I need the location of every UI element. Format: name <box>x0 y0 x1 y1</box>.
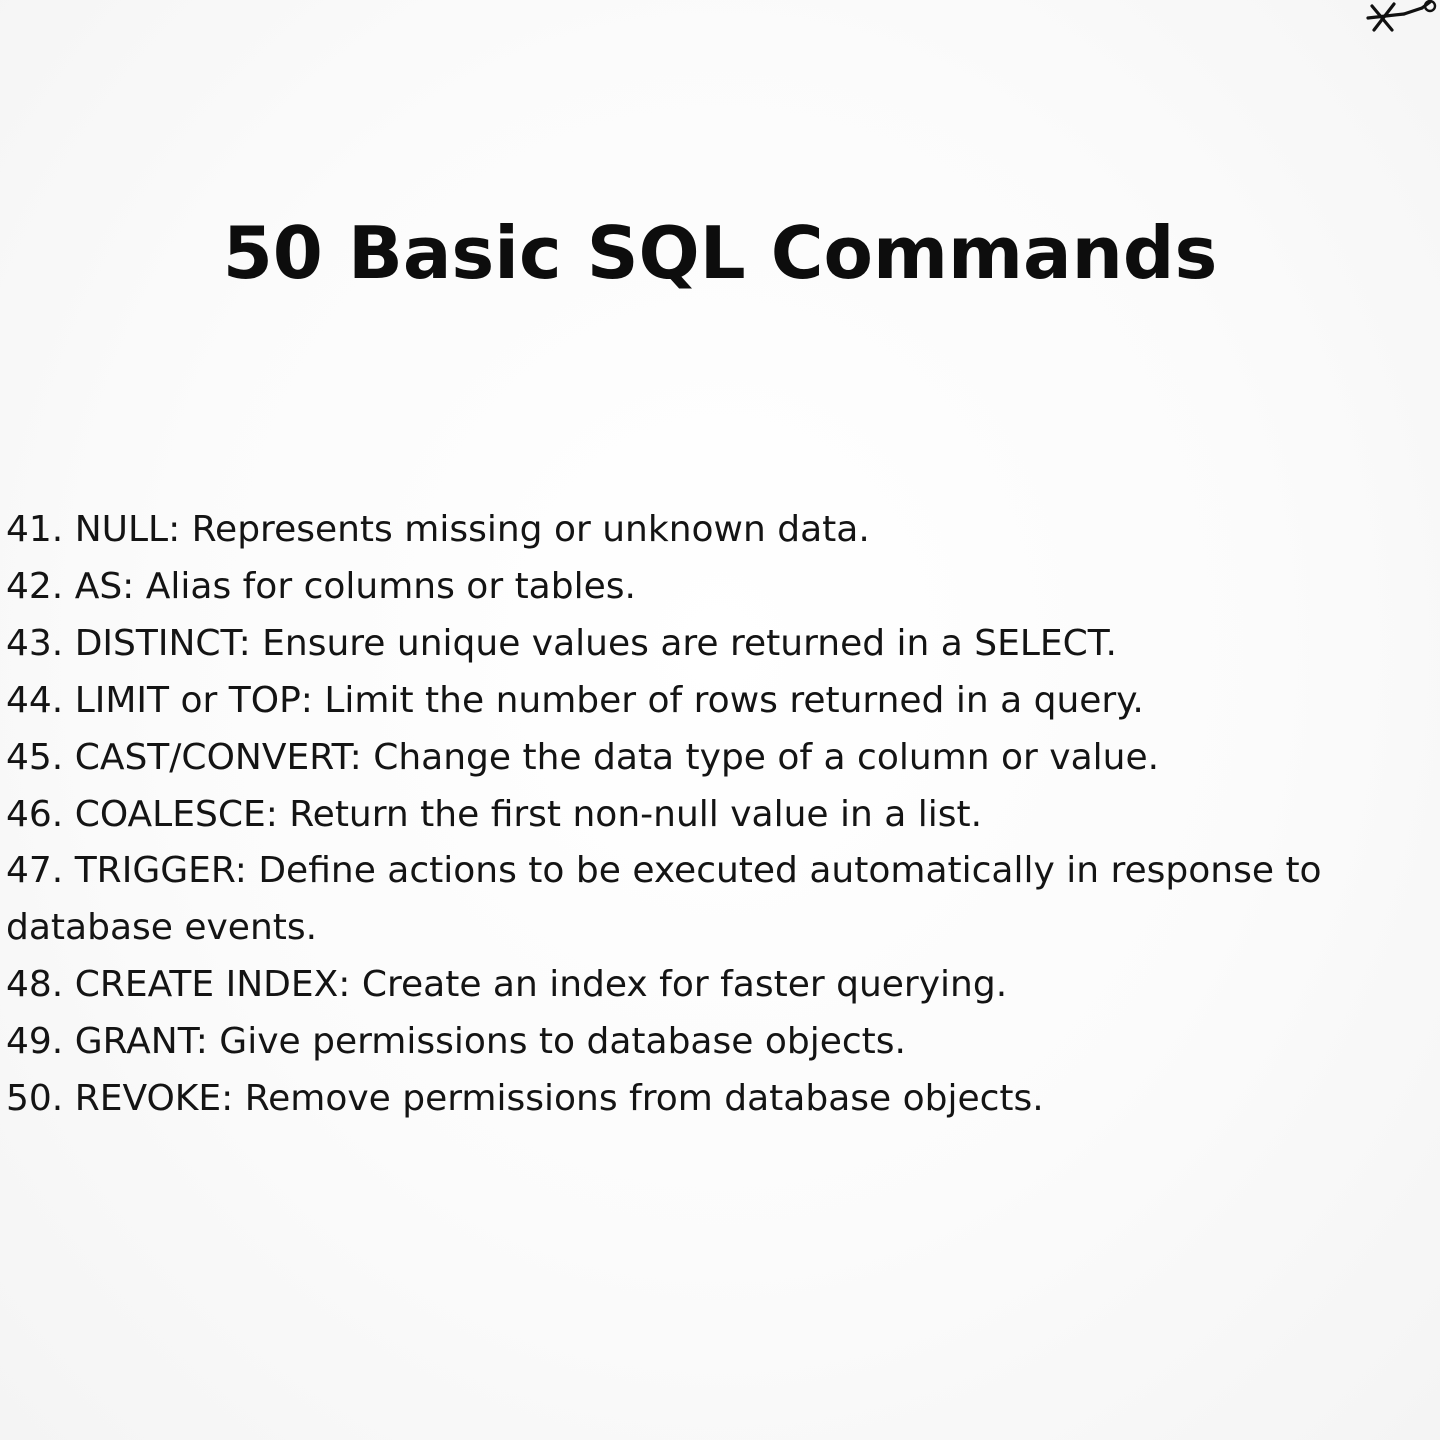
page-title: 50 Basic SQL Commands <box>222 211 1218 295</box>
command-list <box>6 502 1426 1128</box>
doodle-star-icon <box>1364 0 1440 40</box>
list-item-47: 47. TRIGGER: Define actions to be executed automatically in response to database events. <box>6 850 1322 949</box>
list-item-49: 49. GRANT: Give permissions to database objects. <box>6 1021 906 1063</box>
list-item-50: 50. REVOKE: Remove permissions from database objects. <box>6 1078 1044 1120</box>
list-item-45: 45. CAST/CONVERT: Change the data type of a column or value. <box>6 736 1160 778</box>
list-item-44: 44. LIMIT or TOP: Limit the number of rows returned in a query. <box>6 679 1144 721</box>
list-item-41: 41. NULL: Represents missing or unknown data. <box>6 509 870 550</box>
list-item-42: 42. AS: Alias for columns or tables. <box>6 565 636 607</box>
list-item-46: 46. COALESCE: Return the first non-null value in a list. <box>6 793 983 835</box>
list-item-48: 48. CREATE INDEX: Create an index for faster querying. <box>6 964 1008 1006</box>
list-item-43: 43. DISTINCT: Ensure unique values are returned in a SELECT. <box>6 622 1117 664</box>
